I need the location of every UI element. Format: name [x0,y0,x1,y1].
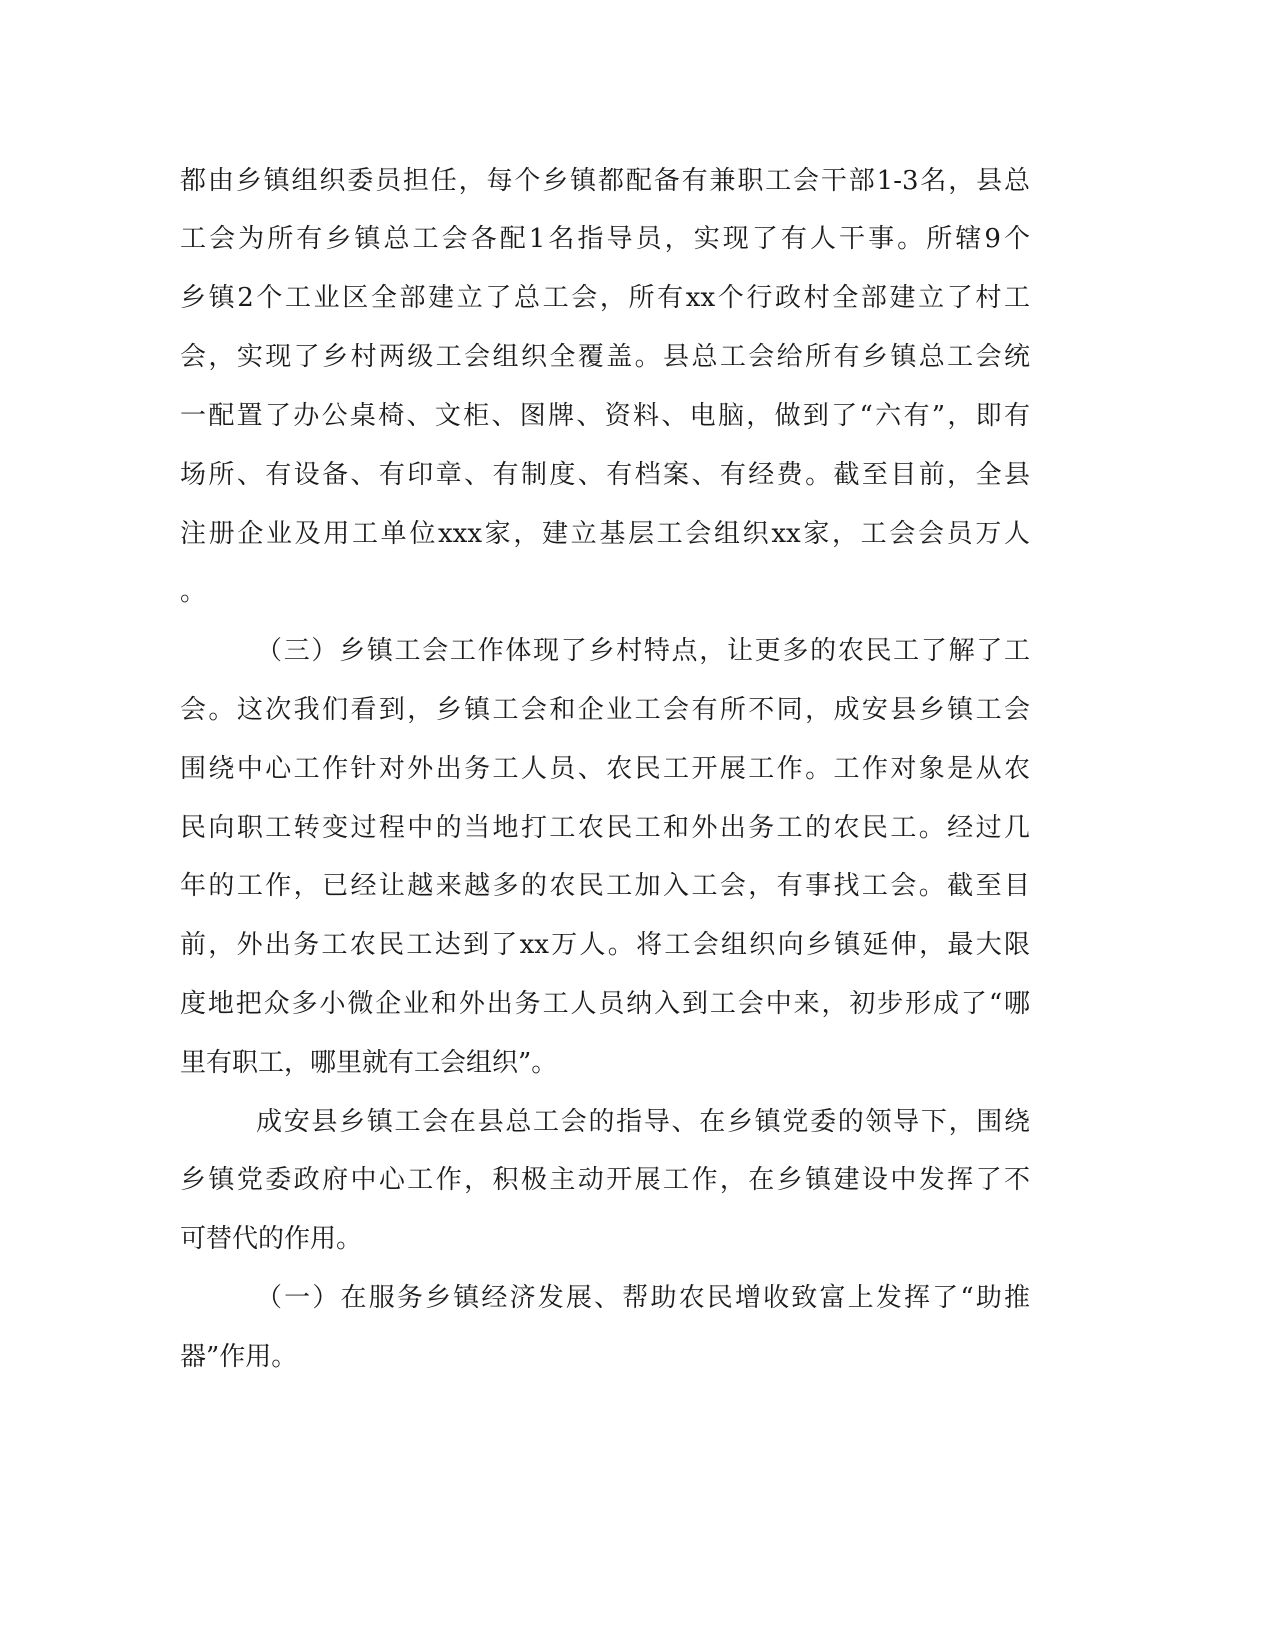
text-line: 会，实现了乡村两级工会组织全覆盖。县总工会给所有乡镇总工会统 [180,342,1030,372]
text-line: （一）在服务乡镇经济发展、帮助农民增收致富上发挥了“助推 [256,1283,1030,1313]
text-line: 工会为所有乡镇总工会各配1名指导员，实现了有人干事。所辖9个 [180,224,1030,254]
text-line: 会。这次我们看到，乡镇工会和企业工会有所不同，成安县乡镇工会 [180,695,1030,725]
text-line: 度地把众多小微企业和外出务工人员纳入到工会中来，初步形成了“哪 [180,989,1030,1019]
text-line: 前，外出务工农民工达到了xx万人。将工会组织向乡镇延伸，最大限 [180,930,1030,960]
text-line: 年的工作，已经让越来越多的农民工加入工会，有事找工会。截至目 [180,871,1030,901]
text-line: 。 [180,577,207,607]
text-line: 围绕中心工作针对外出务工人员、农民工开展工作。工作对象是从农 [180,754,1030,784]
text-line: 乡镇党委政府中心工作，积极主动开展工作，在乡镇建设中发挥了不 [180,1165,1030,1195]
text-line: 里有职工，哪里就有工会组织”。 [180,1048,558,1078]
text-line: 场所、有设备、有印章、有制度、有档案、有经费。截至目前，全县 [180,460,1030,490]
text-line: 器”作用。 [180,1342,298,1372]
text-line: 注册企业及用工单位xxx家，建立基层工会组织xx家，工会会员万人 [180,519,1030,549]
text-line: 都由乡镇组织委员担任，每个乡镇都配备有兼职工会干部1-3名，县总 [180,166,1030,196]
text-line: 乡镇2个工业区全部建立了总工会，所有xx个行政村全部建立了村工 [180,283,1030,313]
text-line: 可替代的作用。 [180,1224,363,1254]
text-line: （三）乡镇工会工作体现了乡村特点，让更多的农民工了解了工 [256,636,1030,666]
text-line: 民向职工转变过程中的当地打工农民工和外出务工的农民工。经过几 [180,813,1030,843]
text-line: 一配置了办公桌椅、文柜、图牌、资料、电脑，做到了“六有”，即有 [180,401,1030,431]
text-line: 成安县乡镇工会在县总工会的指导、在乡镇党委的领导下，围绕 [256,1107,1030,1137]
